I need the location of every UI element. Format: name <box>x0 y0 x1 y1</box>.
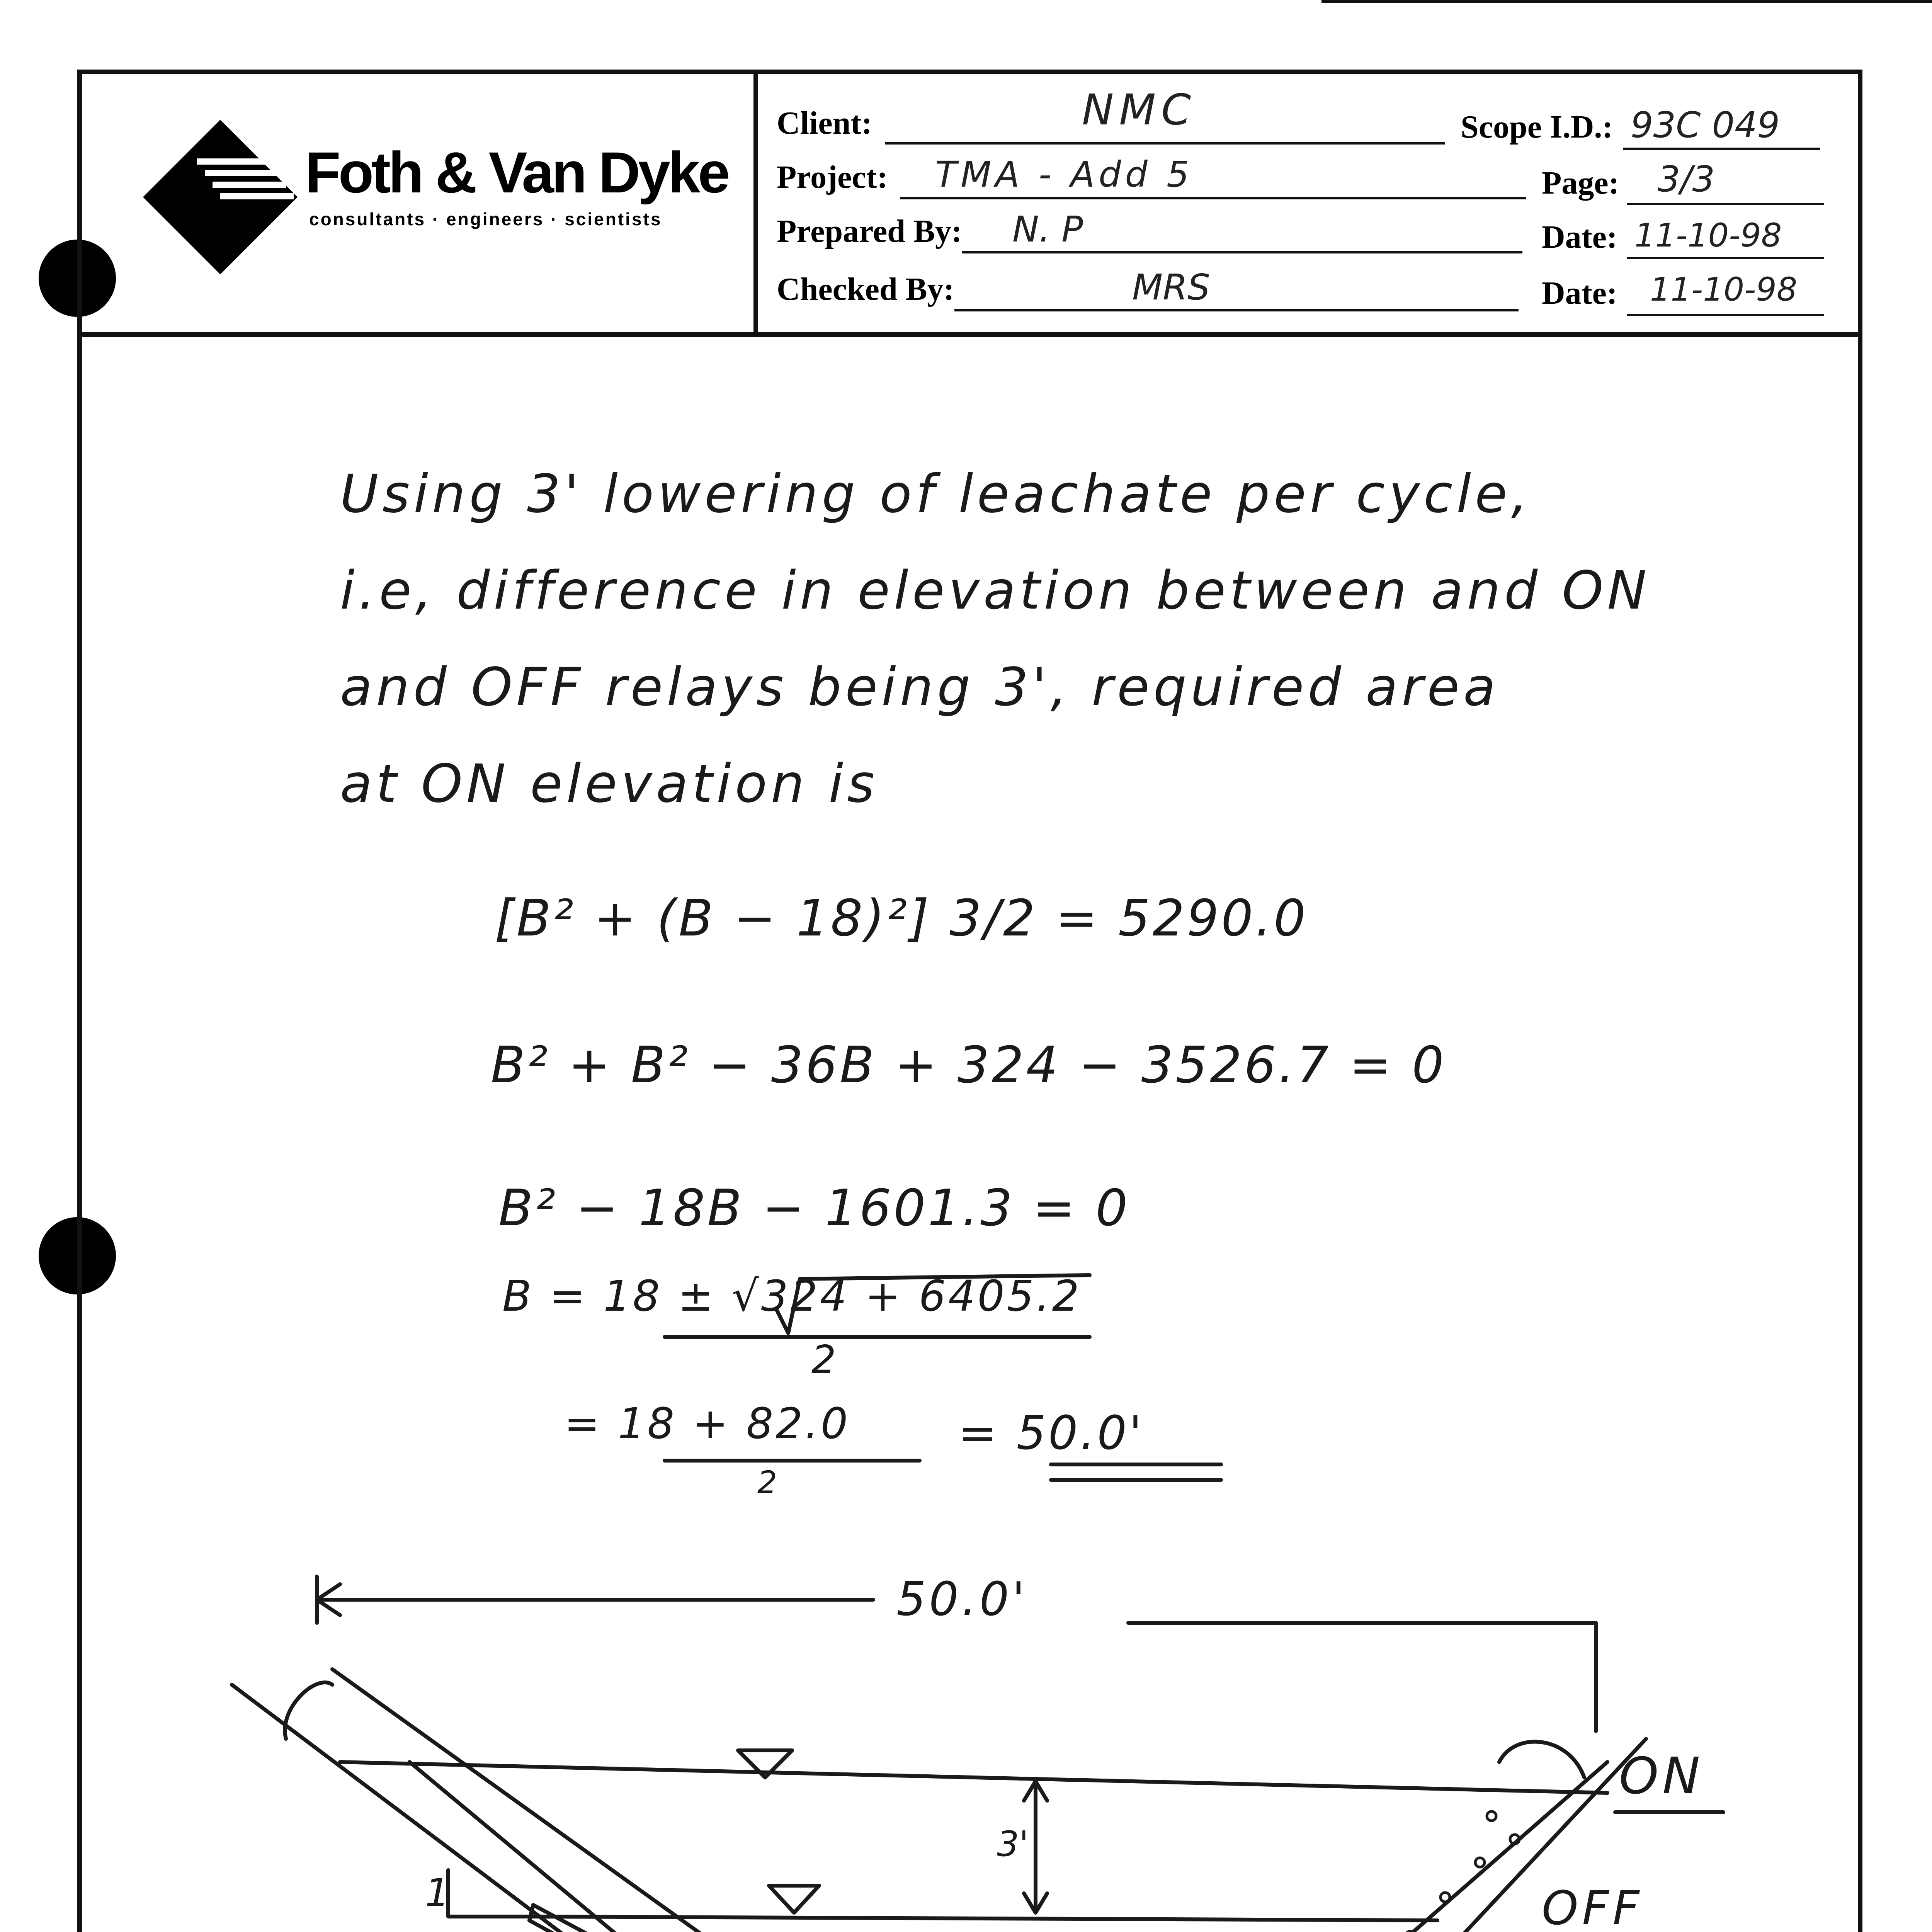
sketch-drawdown-label: 3' <box>997 1824 1029 1864</box>
client-label: Client: <box>777 105 872 141</box>
sqrt-radical <box>777 1275 1090 1333</box>
left-slope-inner <box>332 1669 811 1932</box>
scope-id-label: Scope I.D.: <box>1461 109 1613 145</box>
prepared-by-label: Prepared By: <box>777 213 962 249</box>
project-value: TMA - Add 5 <box>935 154 1193 195</box>
gravel-fill <box>883 1811 1519 1932</box>
prepared-date-value: 11-10-98 <box>1634 216 1782 254</box>
company-tagline: consultants · engineers · scientists <box>309 209 662 229</box>
equation-result-numerator: = 18 + 82.0 <box>564 1399 850 1448</box>
right-riser-cap <box>1499 1742 1584 1777</box>
left-slope-outer <box>232 1685 781 1932</box>
equation-solution: B = 18 ± √324 + 6405.2 <box>502 1271 1082 1321</box>
checked-by-value: MRS <box>1132 267 1210 308</box>
off-level-marker <box>769 1886 819 1913</box>
equation-expanded: B² + B² − 36B + 324 − 3526.7 = 0 <box>491 1036 1446 1094</box>
equation-area: [B² + (B − 18)²] 3/2 = 5290.0 <box>495 889 1308 947</box>
equation-denominator-1: 2 <box>811 1337 838 1382</box>
pump-riser-pipe <box>410 1762 688 1932</box>
sketch-left-rise: 1 <box>425 1870 450 1915</box>
company-name: Foth & Van Dyke <box>305 140 728 205</box>
equation-quadratic: B² − 18B − 1601.3 = 0 <box>498 1179 1130 1237</box>
sketch-dimension-label: 50.0' <box>896 1573 1028 1626</box>
body-line-4: at ON elevation is <box>340 753 879 815</box>
on-level-line <box>340 1762 1607 1793</box>
equation-answer: = 50.0' <box>958 1406 1144 1460</box>
equation-denominator-2: 2 <box>757 1464 779 1500</box>
prepared-by-value: N. P <box>1012 209 1083 250</box>
checked-date-value: 11-10-98 <box>1650 270 1798 308</box>
checked-date-label: Date: <box>1542 275 1617 311</box>
body-line-3: and OFF relays being 3', required area <box>340 657 1500 718</box>
off-level-line <box>533 1917 1437 1920</box>
page-label: Page: <box>1542 165 1619 201</box>
checked-by-label: Checked By: <box>777 271 954 307</box>
prepared-date-label: Date: <box>1542 219 1617 255</box>
project-label: Project: <box>777 159 888 195</box>
body-line-1: Using 3' lowering of leachate per cycle, <box>340 464 1532 525</box>
client-value: NMC <box>1082 85 1196 134</box>
sketch-off-label: OFF <box>1542 1882 1643 1932</box>
scope-id-value: 93C 049 <box>1631 104 1780 146</box>
body-line-2: i.e, difference in elevation between and ON <box>340 560 1651 621</box>
sketch-on-label: ON <box>1619 1747 1704 1805</box>
page-value: 3/3 <box>1658 158 1715 200</box>
left-slope-ratio-mark <box>448 1870 541 1917</box>
